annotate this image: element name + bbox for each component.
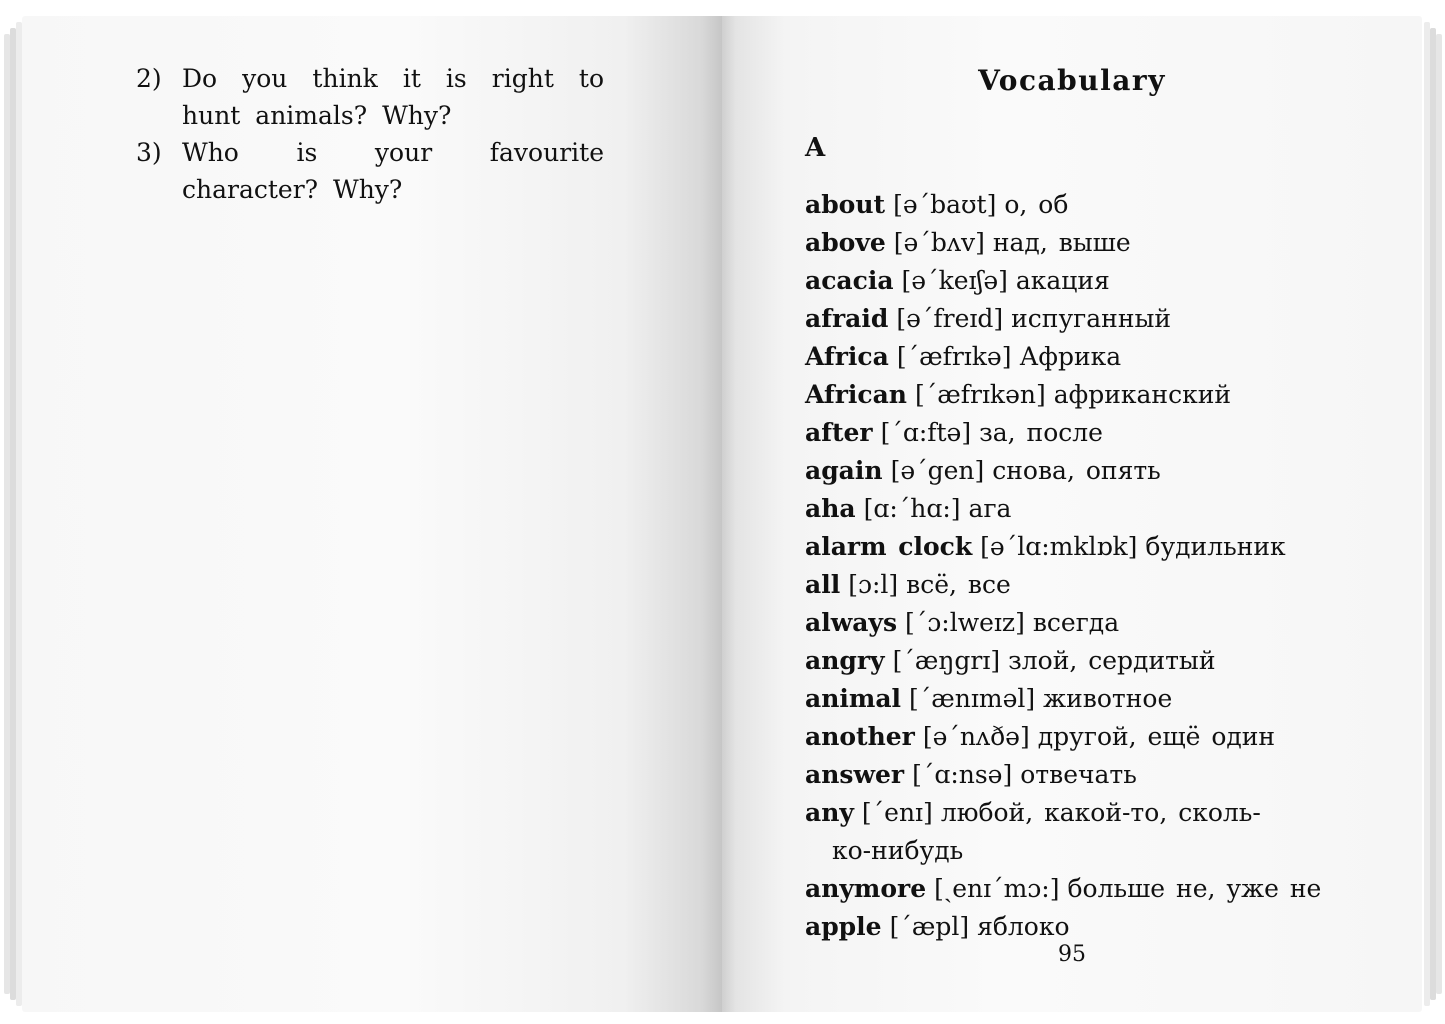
entry-transcription: [ˊæfrɪkə]	[896, 342, 1012, 371]
vocabulary-entry	[805, 338, 1335, 376]
entry-word: any	[805, 798, 854, 827]
entry-meaning: больше не, уже не	[1067, 874, 1322, 903]
entry-meaning: всё, все	[906, 570, 1011, 599]
vocabulary-entry	[805, 908, 1335, 946]
question-text: Do you think it is right to hunt animals? Why?	[182, 64, 604, 130]
vocabulary-entry	[805, 414, 1335, 452]
left-page	[22, 16, 722, 1012]
entry-word: another	[805, 722, 915, 751]
entry-transcription: [əˊlɑ:mklɒk]	[980, 532, 1138, 561]
entry-meaning: ага	[968, 494, 1012, 523]
vocabulary-entry	[805, 528, 1335, 566]
page-number: 95	[1058, 942, 1086, 967]
entry-meaning-continuation: ко-нибудь	[832, 836, 964, 865]
vocabulary-entry	[805, 604, 1335, 642]
question-list	[136, 60, 604, 208]
entry-word: apple	[805, 912, 882, 941]
entry-transcription: [ˊæpl]	[889, 912, 970, 941]
entry-meaning: о, об	[1004, 190, 1069, 219]
entry-meaning: всегда	[1032, 608, 1120, 637]
entry-meaning: испуганный	[1011, 304, 1172, 333]
entry-word: animal	[805, 684, 902, 713]
page-title: Vocabulary	[978, 64, 1166, 97]
vocabulary-entry	[805, 490, 1335, 528]
entry-transcription: [ɑ:ˊhɑ:]	[863, 494, 961, 523]
entry-transcription: [ˊænɪməl]	[909, 684, 1036, 713]
entry-transcription: [əˊbaʊt]	[893, 190, 997, 219]
entry-word: afraid	[805, 304, 889, 333]
entry-transcription: [ˊɑ:nsə]	[912, 760, 1013, 789]
entry-meaning: злой, сердитый	[1008, 646, 1216, 675]
entry-meaning: отвечать	[1020, 760, 1137, 789]
entry-word: after	[805, 418, 873, 447]
vocabulary-entry	[805, 794, 1335, 870]
entry-word: all	[805, 570, 841, 599]
entry-word: anymore	[805, 874, 927, 903]
page-stack-edge-right	[1430, 28, 1436, 1000]
entry-meaning: над, выше	[992, 228, 1131, 257]
entry-meaning: будильник	[1145, 532, 1286, 561]
question-number: 2)	[136, 64, 162, 93]
entry-meaning: за, после	[979, 418, 1103, 447]
entry-transcription: [əˊgen]	[890, 456, 985, 485]
vocabulary-entry	[805, 566, 1335, 604]
entry-meaning: африканский	[1053, 380, 1232, 409]
question-text: Who is your favourite character? Why?	[182, 138, 604, 204]
entry-transcription: [əˊfreɪd]	[896, 304, 1004, 333]
entry-meaning: Африка	[1019, 342, 1122, 371]
question-number: 3)	[136, 138, 162, 167]
entry-transcription: [ˊɑ:ftə]	[880, 418, 972, 447]
vocabulary-list	[805, 186, 1335, 946]
section-letter-heading: A	[805, 133, 826, 163]
vocabulary-entry	[805, 224, 1335, 262]
entry-word: angry	[805, 646, 885, 675]
vocabulary-entry	[805, 376, 1335, 414]
entry-transcription: [əˊnʌðə]	[922, 722, 1030, 751]
entry-transcription: [ˏenɪˊmɔ:]	[934, 874, 1060, 903]
entry-word: Africa	[805, 342, 889, 371]
vocabulary-entry	[805, 756, 1335, 794]
entry-meaning: животное	[1043, 684, 1173, 713]
entry-meaning: снова, опять	[992, 456, 1161, 485]
entry-word: acacia	[805, 266, 894, 295]
entry-word: African	[805, 380, 907, 409]
entry-word: about	[805, 190, 886, 219]
entry-transcription: [əˊbʌv]	[893, 228, 985, 257]
entry-word: answer	[805, 760, 905, 789]
page-stack-edge-right	[1436, 34, 1442, 994]
entry-meaning: другой, ещё один	[1037, 722, 1276, 751]
right-page	[722, 16, 1422, 1012]
vocabulary-entry	[805, 262, 1335, 300]
entry-transcription: [ɔ:l]	[848, 570, 899, 599]
entry-word: aha	[805, 494, 856, 523]
entry-transcription: [ˊɔ:lweɪz]	[905, 608, 1025, 637]
entry-word: again	[805, 456, 883, 485]
question-item	[136, 60, 604, 134]
vocabulary-entry	[805, 718, 1335, 756]
entry-transcription: [ˊæŋgrɪ]	[892, 646, 1001, 675]
entry-meaning: акация	[1015, 266, 1110, 295]
entry-transcription: [ˊenɪ]	[861, 798, 933, 827]
vocabulary-entry	[805, 680, 1335, 718]
vocabulary-entry	[805, 300, 1335, 338]
entry-word: alarm clock	[805, 532, 973, 561]
entry-transcription: [əˊkeɪʃə]	[901, 266, 1008, 295]
question-item	[136, 134, 604, 208]
entry-word: above	[805, 228, 886, 257]
vocabulary-entry	[805, 452, 1335, 490]
page-stack-edge-right	[1424, 22, 1430, 1006]
vocabulary-entry	[805, 642, 1335, 680]
entry-meaning: любой, какой-то, сколь-	[940, 798, 1261, 827]
vocabulary-entry	[805, 870, 1335, 908]
entry-meaning: яблоко	[977, 912, 1070, 941]
entry-transcription: [ˊæfrɪkən]	[914, 380, 1046, 409]
entry-word: always	[805, 608, 898, 637]
vocabulary-entry	[805, 186, 1335, 224]
